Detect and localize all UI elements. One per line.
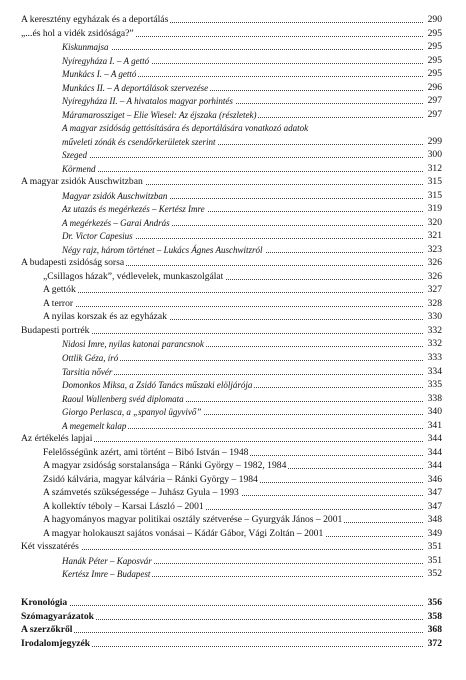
toc-entry-page: 295 <box>427 54 442 66</box>
toc-entry-title: „Csillagos házak”, védlevelek, munkaszolgálat <box>43 270 224 282</box>
toc-entry-title: Kiskunmajsa <box>62 42 109 53</box>
toc-entry <box>0 55 466 67</box>
toc-entry-title: A keresztény egyházak és a deportálás <box>21 14 169 25</box>
toc-entry <box>0 163 466 175</box>
toc-entry-page: 328 <box>427 297 442 309</box>
toc-entry <box>0 68 466 80</box>
toc-entry-title: A szerzőkről <box>21 624 73 636</box>
toc-entry-title: Budapesti portrék <box>21 324 90 336</box>
toc-entry <box>0 109 466 121</box>
toc-entry-title: A kollektív téboly – Karsai László – 2001 <box>43 500 204 512</box>
toc-entry <box>0 597 466 609</box>
toc-entry-title: Szómagyarázatok <box>21 610 95 622</box>
toc-entry <box>0 14 466 26</box>
toc-entry <box>0 406 466 418</box>
toc-entry-title: Felelősségünk azért, ami történt – Bibó István – 1948 <box>43 446 249 458</box>
toc-entry-page: 334 <box>427 365 442 377</box>
toc-entry <box>0 122 466 134</box>
toc-entry-page: 315 <box>427 189 442 201</box>
toc-entry-page: 351 <box>427 541 442 553</box>
toc-entry-page: 347 <box>427 500 442 512</box>
toc-entry-page: 348 <box>427 514 442 526</box>
toc-entry <box>0 433 466 445</box>
toc-entry <box>0 514 466 526</box>
toc-entry-page: 290 <box>427 14 442 25</box>
toc-entry-page: 333 <box>427 352 442 363</box>
toc-entry-page: 356 <box>427 597 442 609</box>
toc-entry-page: 295 <box>427 41 442 53</box>
toc-entry <box>0 203 466 215</box>
toc-entry-page: 320 <box>427 216 442 228</box>
toc-entry-title: Ottlik Géza, író <box>62 353 119 363</box>
toc-entry-title: Magyar zsidók Auschwitzban <box>62 190 168 201</box>
toc-entry-page: 326 <box>427 257 442 269</box>
toc-entry <box>0 41 466 53</box>
toc-entry-page: 368 <box>427 624 442 636</box>
toc-entry-page: 297 <box>427 95 442 107</box>
toc-entry <box>0 638 466 650</box>
toc-entry <box>0 624 466 636</box>
toc-entry-page: 347 <box>427 487 442 499</box>
toc-entry-title: Máramarossziget – Elie Wiesel: Az éjszaka (részletek) <box>62 109 257 120</box>
toc-entry-title: Giorgo Perlasca, a „spanyol ügyvivő” <box>62 407 202 418</box>
toc-entry-page: 300 <box>427 149 442 161</box>
toc-entry-title: A magyar zsidóság gettósítására és deportálására vonatkozó adatok <box>62 123 309 134</box>
toc-entry-page: 335 <box>427 379 442 391</box>
toc-entry <box>0 271 466 283</box>
dot-leader <box>21 605 423 606</box>
toc-entry-title: A megérkezés – Garai András <box>62 217 170 228</box>
toc-entry <box>0 528 466 540</box>
toc-entry-title: A nyilas korszak és az egyházak <box>43 311 167 323</box>
toc-entry-page: 312 <box>427 162 442 174</box>
dot-leader <box>62 157 423 158</box>
toc-entry <box>0 257 466 269</box>
toc-entry-page: 349 <box>427 527 442 539</box>
toc-entry-page: 295 <box>427 68 442 80</box>
toc-entry-page: 327 <box>427 284 442 296</box>
toc-entry-title: Zsidó kálvária, magyar kálvária – Ránki György – 1984 <box>43 473 258 485</box>
toc-entry <box>0 460 466 472</box>
toc-entry <box>0 284 466 296</box>
toc-entry-title: A magyar zsidóság sorstalansága – Ránki György – 1982, 1984 <box>43 460 287 472</box>
toc-entry-title: Raoul Wallenberg svéd diplomata <box>62 393 184 404</box>
toc-entry <box>0 487 466 499</box>
toc-entry <box>0 176 466 188</box>
toc-entry-page: 332 <box>427 338 442 350</box>
toc-entry <box>0 298 466 310</box>
toc-entry <box>0 501 466 513</box>
toc-entry-title: Az utazás és megérkezés – Kertész Imre <box>62 204 205 215</box>
toc-entry <box>0 379 466 391</box>
toc-entry-page: 340 <box>427 406 442 418</box>
toc-entry-title: „...és hol a vidék zsidósága?” <box>21 27 134 39</box>
toc-entry <box>0 568 466 580</box>
toc-entry-page: 330 <box>427 311 442 323</box>
toc-entry <box>0 541 466 553</box>
toc-entry <box>0 393 466 405</box>
dot-leader <box>21 549 423 550</box>
toc-entry-page: 341 <box>427 419 442 431</box>
toc-entry <box>0 447 466 459</box>
toc-entry-title: A számvetés szükségessége – Juhász Gyula – 1993 <box>43 487 239 499</box>
toc-entry <box>0 555 466 567</box>
toc-entry <box>0 149 466 161</box>
toc-entry-page: 321 <box>427 230 442 242</box>
toc-entry <box>0 136 466 148</box>
toc-entry-title: Hanák Péter – Kaposvár <box>62 555 152 566</box>
toc-entry <box>0 420 466 432</box>
toc-entry <box>0 611 466 623</box>
toc-entry-page: 372 <box>427 637 442 649</box>
toc-entry-title: Négy rajz, három történet – Lukács Ágnes Auschwitzról <box>62 244 263 255</box>
toc-entry <box>0 474 466 486</box>
toc-entry-page: 352 <box>427 568 442 580</box>
toc-entry-title: Munkács I. – A gettó <box>62 69 137 80</box>
toc-entry-title: A budapesti zsidóság sorsa <box>21 257 125 269</box>
toc-entry-title: Szeged <box>62 150 87 161</box>
toc-entry-title: műveleti zónák és csendőrkerületek szerint <box>62 136 216 147</box>
toc-entry <box>0 311 466 323</box>
toc-entry-page: 344 <box>427 433 442 445</box>
toc-entry-title: Kertész Imre – Budapest <box>62 569 151 580</box>
toc-entry-page: 346 <box>427 473 442 485</box>
toc-entry <box>0 217 466 229</box>
dot-leader <box>62 49 423 50</box>
toc-entry-title: Dr. Victor Capesius <box>62 231 133 242</box>
toc-entry-page: 315 <box>427 176 442 188</box>
toc-entry-title: Nidosi Imre, nyilas katonai parancsnok <box>62 339 204 350</box>
toc-entry <box>0 352 466 364</box>
toc-entry-title: A hagyományos magyar politikai osztály szétverése – Gyurgyák János – 2001 <box>43 514 343 526</box>
dot-leader <box>62 171 423 172</box>
toc-entry <box>0 190 466 202</box>
toc-entry <box>0 244 466 256</box>
dot-leader <box>62 374 423 375</box>
toc-entry-page: 332 <box>427 324 442 336</box>
toc-entry-title: A magyar zsidók Auschwitzban <box>21 176 143 188</box>
toc-entry-page: 296 <box>427 81 442 93</box>
toc-entry-title: Az értékelés lapjai <box>21 433 93 445</box>
toc-entry <box>0 82 466 94</box>
toc-entry-page: 319 <box>427 203 442 215</box>
toc-entry-title: Kronológia <box>21 597 68 609</box>
toc-entry-page: 295 <box>427 27 442 39</box>
toc-entry <box>0 230 466 242</box>
toc-entry-title: Két visszatérés <box>21 541 79 553</box>
toc-entry-page: 326 <box>427 270 442 282</box>
toc-entry <box>0 28 466 40</box>
toc-entry <box>0 366 466 378</box>
toc-entry-title: Nyíregyháza II. – A hivatalos magyar porhintés <box>62 96 233 107</box>
toc-entry-page: 323 <box>427 243 442 255</box>
toc-entry-title: A megemelt kalap <box>62 420 127 431</box>
toc-entry-page: 344 <box>427 460 442 472</box>
toc-entry-title: A magyar holokauszt sajátos vonásai – Kádár Gábor, Vági Zoltán – 2001 <box>43 527 324 539</box>
toc-entry-page: 299 <box>427 135 442 147</box>
toc-entry-title: A gettók <box>43 284 76 296</box>
toc-entry-page: 344 <box>427 446 442 458</box>
toc-entry-title: A terror <box>43 297 74 309</box>
toc-entry-title: Tarsitia nővér <box>62 366 113 377</box>
toc-entry-page: 297 <box>427 108 442 120</box>
toc-entry-title: Nyíregyháza I. – A gettó <box>62 55 150 66</box>
dot-leader <box>21 632 423 633</box>
toc-entry <box>0 338 466 350</box>
toc-entry <box>0 325 466 337</box>
toc-entry-page: 358 <box>427 610 442 622</box>
toc-entry-title: Körmend <box>62 163 96 174</box>
toc-entry-page: 338 <box>427 392 442 404</box>
toc-entry-page: 351 <box>427 554 442 566</box>
toc-entry-title: Domonkos Miksa, a Zsidó Tanács műszaki elöljárója <box>62 380 253 391</box>
toc-entry-title: Irodalomjegyzék <box>21 637 91 649</box>
toc-entry-title: Munkács II. – A deportálások szervezése <box>62 82 209 93</box>
dot-leader <box>43 306 423 307</box>
dot-leader <box>43 292 423 293</box>
toc-entry <box>0 95 466 107</box>
